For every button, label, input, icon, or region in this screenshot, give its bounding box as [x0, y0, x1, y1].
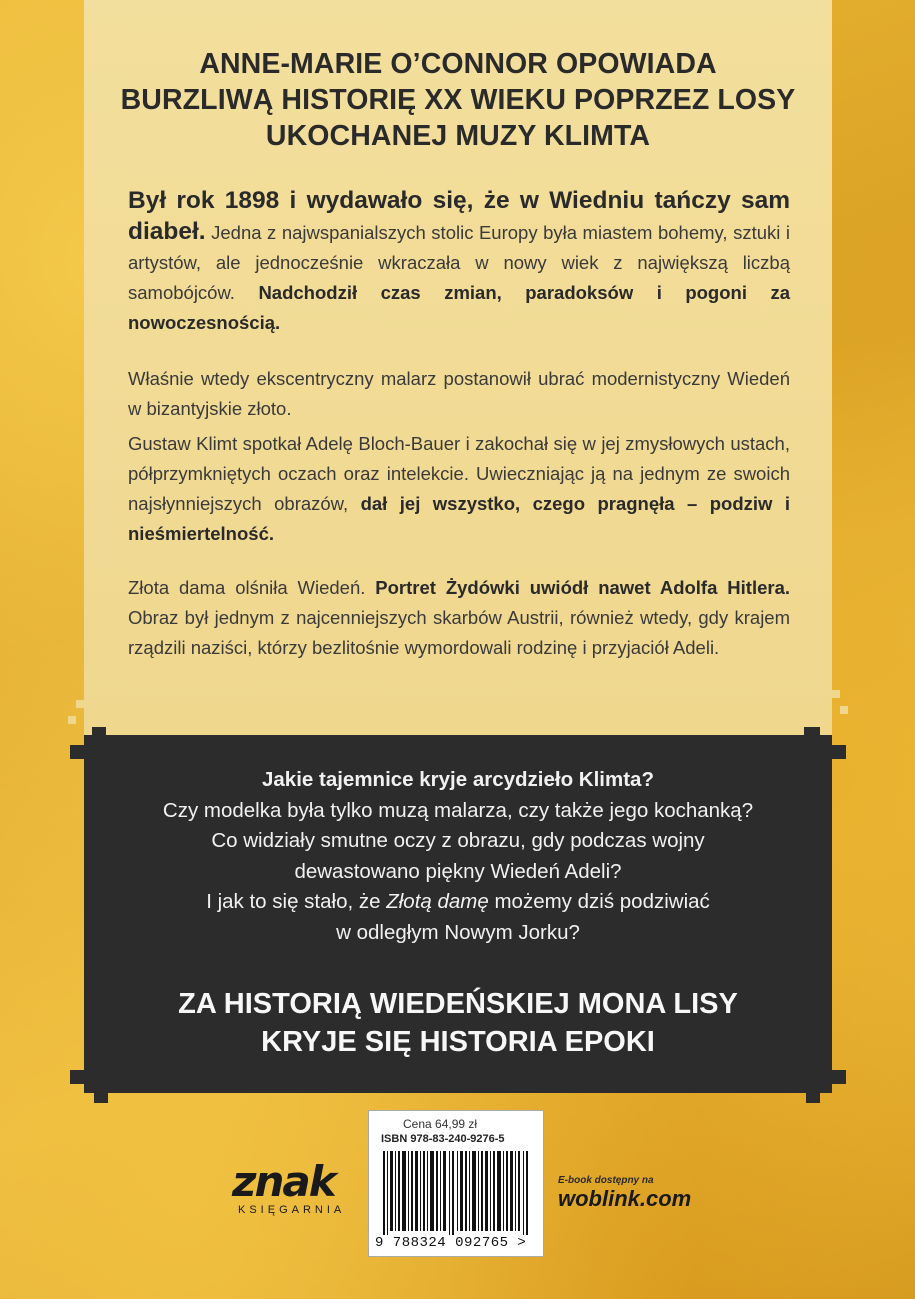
- panel-pixel: [832, 690, 840, 698]
- paragraph-2: [128, 364, 790, 424]
- dark-pixel: [70, 1070, 84, 1084]
- dark-pixel: [806, 1093, 820, 1103]
- paragraph-bold: Portret Żydówki uwiódł nawet Adolfa Hitlera.: [375, 577, 790, 598]
- paragraph-bold: dał jej wszystko, czego pragnęła – podziw i nieśmiertelność.: [128, 493, 790, 544]
- question-part: I jak to się stało, że: [206, 890, 387, 913]
- znak-logo: [232, 1157, 356, 1216]
- headline-line: UKOCHANEJ MUZY KLIMTA: [265, 120, 651, 152]
- ebook-note: E-book dostępny na: [558, 1175, 654, 1186]
- barcode-box: [368, 1110, 544, 1257]
- question: Czy modelka była tylko muzą malarza, czy także jego kochanką?: [162, 798, 754, 822]
- isbn-digits: 9 788324 092765 >: [375, 1235, 527, 1251]
- question-part: możemy dziś podziwiać: [488, 890, 710, 913]
- paragraph-text: Jedna z najwspanialszych stolic Europy była miastem bohemy, sztuki i artystów, ale jednocześnie wkraczała w nowy wiek z największą liczbą samobójców.: [128, 222, 790, 303]
- question: dewastowano piękny Wiedeń Adeli?: [294, 859, 622, 883]
- question-italic: Złotą damę: [386, 890, 489, 913]
- tagline-line: ZA HISTORIĄ WIEDEŃSKIEJ MONA LISY: [178, 988, 738, 1020]
- dark-pixel: [70, 745, 84, 759]
- paragraph-bold: Nadchodził czas zmian, paradoksów i pogoni za nowoczesnością.: [128, 282, 790, 333]
- lead-text: Był rok 1898 i wydawało się, że w Wiedniu tańczy sam diabeł.: [128, 187, 790, 245]
- paragraph-text: Złota dama olśniła Wiedeń.: [128, 577, 376, 598]
- panel-pixel: [68, 716, 76, 724]
- panel-pixel: [76, 700, 84, 708]
- logo-word: znak: [232, 1157, 335, 1206]
- paragraph-3: [128, 429, 790, 549]
- question: Co widziały smutne oczy z obrazu, gdy podczas wojny: [211, 829, 705, 852]
- dark-pixel: [804, 727, 820, 735]
- question: Jakie tajemnice kryje arcydzieło Klimta?: [262, 768, 654, 791]
- tagline: [84, 985, 832, 1061]
- headline-line: BURZLIWĄ HISTORIĘ XX WIEKU POPRZEZ LOSY: [120, 84, 796, 116]
- dark-pixel: [832, 1070, 846, 1084]
- woblink-logo: woblink.com: [558, 1186, 692, 1211]
- dark-pixel: [92, 727, 106, 735]
- isbn: ISBN 978-83-240-9276-5: [381, 1133, 505, 1145]
- paragraph-text: Właśnie wtedy ekscentryczny malarz postanowił ubrać modernistyczny Wiedeń w bizantyjskie złoto.: [128, 368, 790, 419]
- panel-pixel: [840, 706, 848, 714]
- paragraph-4: [128, 573, 790, 663]
- logo-sub: KSIĘGARNIA: [238, 1204, 346, 1216]
- tagline-line: KRYJE SIĘ HISTORIA EPOKI: [261, 1026, 655, 1058]
- price: Cena 64,99 zł: [403, 1117, 478, 1131]
- paragraph-text: Gustaw Klimt spotkał Adelę Bloch-Bauer i zakochał się w jej zmysłowych ustach, półprzymkniętych oczach oraz intelekcie. Uwieczniając ją na jednym ze swoich najsłynniejszych obrazów,: [128, 433, 790, 514]
- ebook-info: [558, 1175, 718, 1212]
- paragraph-text: Obraz był jednym z najcenniejszych skarbów Austrii, również wtedy, gdy krajem rządzili naziści, którzy bezlitośnie wymordowali rodzinę i przyjaciół Adeli.: [128, 607, 790, 658]
- headline-line: ANNE-MARIE O’CONNOR OPOWIADA: [199, 48, 717, 80]
- dark-pixel: [832, 745, 846, 759]
- question: [84, 887, 832, 918]
- questions: [84, 765, 832, 948]
- headline: [84, 46, 832, 154]
- question: w odległym Nowym Jorku?: [336, 920, 580, 944]
- paragraph-1: [128, 186, 790, 338]
- dark-pixel: [94, 1093, 108, 1103]
- barcode-icon: [383, 1151, 531, 1235]
